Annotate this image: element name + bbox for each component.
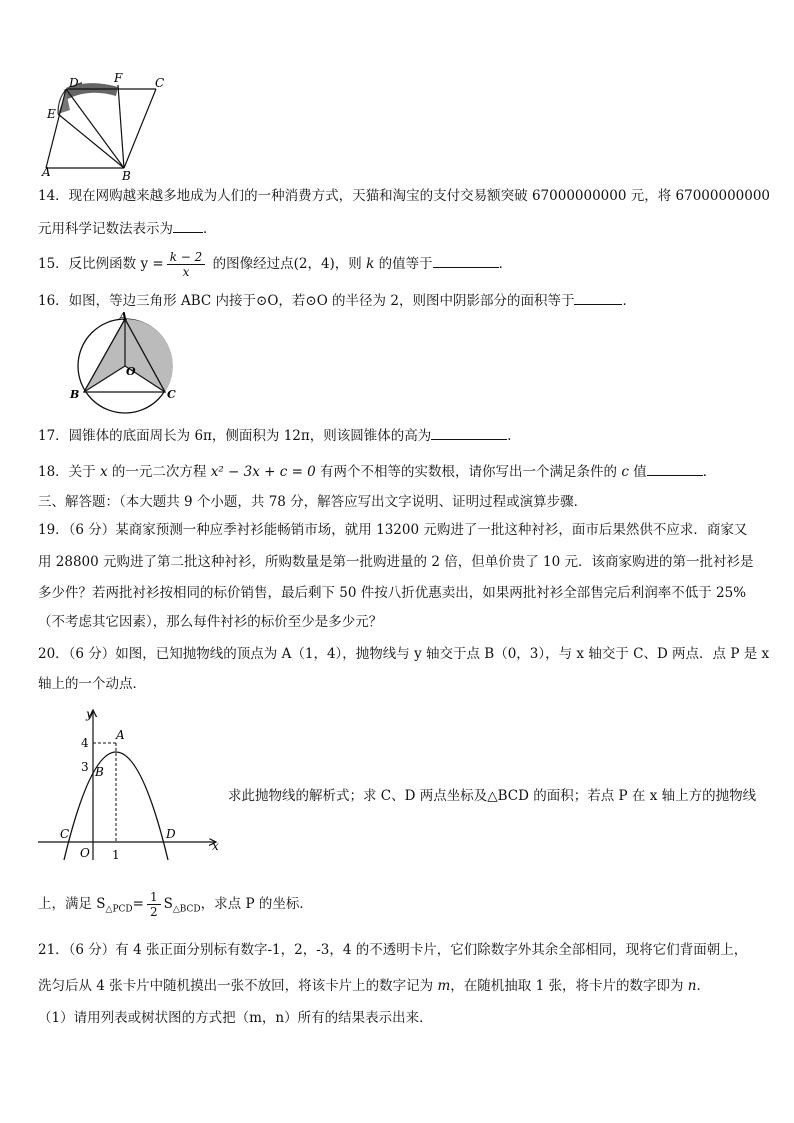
figure-parabola-graph (34, 704, 226, 864)
axis-x-label: x (212, 839, 219, 853)
label-B: B (95, 765, 104, 779)
q18-equation: x² − 3x + c = 0 (210, 464, 316, 480)
fraction-k-2-over-x (167, 250, 206, 279)
tick-3: 3 (81, 760, 89, 774)
question-19-line3: 多少件？若两批衬衫按相同的标价销售，最后剩下 50 件按八折优惠卖出，如果两批衬衫全部售完后利润率不低于 25% (38, 585, 747, 601)
label-A: A (119, 310, 128, 323)
label-B: B (70, 388, 80, 401)
fraction-one-half (147, 890, 161, 919)
axis-y-label: y (86, 707, 93, 721)
q21-line2-pre: 洗匀后从 4 张卡片中随机摸出一张不放回，将该卡片上的数字记为 (38, 978, 438, 994)
q18-post2: 值 (628, 464, 647, 480)
question-20-side-text: 求此抛物线的解析式；求 C、D 两点坐标及△BCD 的面积；若点 P 在 x 轴上方的抛物线 (228, 788, 757, 804)
q15-prefix: 15．反比例函数 y = (38, 256, 164, 272)
question-14-line1: 14．现在网购越来越多地成为人们的一种消费方式，天猫和淘宝的支付交易额突破 67000000000 元，将 67000000000 (38, 188, 771, 204)
label-D: D (69, 76, 79, 90)
label-A: A (116, 728, 125, 742)
q15-var: k (366, 256, 375, 272)
q21-line2-end: ． (696, 978, 710, 994)
label-C: C (155, 76, 165, 90)
question-17 (38, 425, 756, 446)
q18-x: x (99, 464, 108, 480)
q17-end: ． (507, 428, 521, 444)
frac-denominator: x (182, 265, 190, 279)
q20-bottom-post: ，求点 P 的坐标． (200, 896, 313, 912)
label-A: A (42, 165, 51, 179)
question-15 (38, 248, 756, 280)
tick-1: 1 (112, 848, 120, 862)
q17-text: 17．圆锥体的底面周长为 6π，侧面积为 12π，则该圆锥体的高为 (38, 428, 432, 444)
answer-blank-16 (574, 290, 622, 305)
question-21-line1: 21．（6 分）有 4 张正面分别标有数字-1，2，-3，4 的不透明卡片，它们除数字外其余全部相同，现将它们背面朝上， (38, 942, 748, 958)
answer-blank-17 (431, 425, 507, 440)
q16-text: 16．如图，等边三角形 ABC 内接于⊙O，若⊙O 的半径为 2，则图中阴影部分的面积等于 (38, 293, 575, 309)
section-3-heading: 三、解答题：（本大题共 9 个小题，共 78 分，解答应写出文字说明、证明过程或演算步骤． (38, 494, 588, 510)
figure-parallelogram (36, 70, 176, 180)
q18-end: ． (702, 464, 717, 480)
figure-circle-triangle (64, 310, 190, 414)
q20-sub-bcd: △BCD (172, 904, 201, 915)
label-D: D (166, 827, 176, 841)
label-O: O (126, 365, 136, 378)
answer-blank-18 (647, 461, 703, 476)
question-19-line2: 用 28800 元购进了第二批这种衬衫，所购数量是第一批购进量的 2 倍，但单价贵了 10 元．该商家购进的第一批衬衫是 (38, 554, 754, 570)
answer-blank-14 (173, 218, 203, 233)
q21-n: n (687, 978, 697, 994)
question-14-line2 (38, 218, 756, 239)
q20-eq: = (132, 896, 144, 912)
question-20-bottom (38, 888, 756, 926)
question-19-line1: 19．（6 分）某商家预测一种应季衬衫能畅销市场，就用 13200 元购进了一批这种衬衫，面市后果然供不应求．商家又 (38, 522, 748, 538)
question-20-line2: 轴上的一个动点． (38, 676, 146, 692)
q20-bottom-pre: 上，满足 S (38, 896, 106, 912)
q21-line2-mid: ，在随机抽取 1 张，将卡片的数字即为 (450, 978, 688, 994)
frac-numerator: 1 (147, 890, 161, 905)
label-O: O (80, 846, 90, 860)
q16-end: ． (622, 293, 636, 309)
frac-denominator: 2 (149, 905, 158, 919)
q21-m: m (437, 978, 451, 994)
q18-c: c (621, 464, 629, 480)
question-20-line1: 20．（6 分）如图，已知抛物线的顶点为 A（1，4），抛物线与 y 轴交于点 B（0，3），与 x 轴交于 C、D 两点．点 P 是 x (38, 646, 770, 662)
tick-4: 4 (81, 736, 89, 750)
question-19-line4: （不考虑其它因素），那么每件衬衫的标价至少是多少元？ (38, 614, 383, 630)
label-E: E (47, 107, 56, 121)
question-18 (38, 461, 756, 482)
q15-post-a: 的值等于 (374, 256, 433, 272)
q14-end: ． (203, 221, 217, 237)
q14-prefix: 元用科学记数法表示为 (38, 221, 173, 237)
question-21-part1: （1）请用列表或树状图的方式把（m，n）所有的结果表示出来． (38, 1010, 433, 1026)
question-21-line2 (38, 976, 756, 996)
answer-blank-15 (433, 253, 499, 268)
q18-mid: 的一元二次方程 (107, 464, 211, 480)
frac-numerator: k − 2 (167, 250, 206, 265)
question-16 (38, 290, 756, 311)
q20-sub-pcd: △PCD (105, 904, 133, 915)
q18-pre: 18．关于 (38, 464, 100, 480)
label-C: C (60, 827, 70, 841)
q15-mid: 的图像经过点(2，4)，则 (208, 256, 367, 272)
q18-post: 有两个不相等的实数根，请你写出一个满足条件的 (315, 464, 622, 480)
q20-s2: S (163, 896, 173, 912)
label-B: B (122, 169, 131, 180)
label-F: F (114, 71, 123, 85)
q15-post-b: ． (498, 256, 513, 272)
label-C: C (167, 388, 176, 401)
